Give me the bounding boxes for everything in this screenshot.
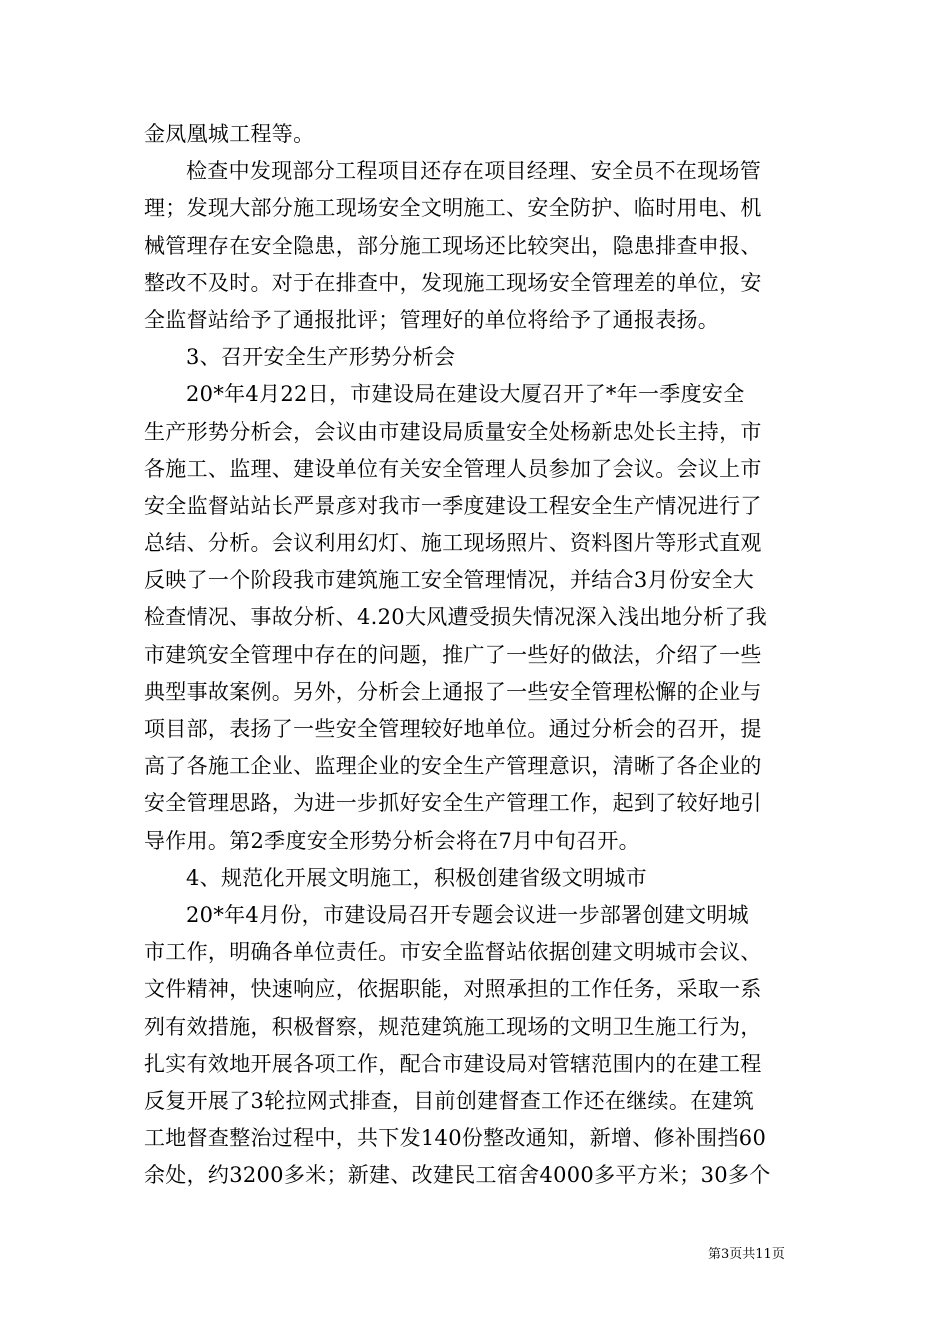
page-number: 第3页共11页 <box>708 1247 785 1262</box>
text-line: 反映了一个阶段我市建筑施工安全管理情况，并结合3月份安全大 <box>144 568 755 593</box>
text-line: 项目部，表扬了一些安全管理较好地单位。通过分析会的召开，提 <box>144 717 762 741</box>
text-line: 4、规范化开展文明施工，积极创建省级文明城市 <box>186 865 647 890</box>
text-line: 械管理存在安全隐患，部分施工现场还比较突出，隐患排查申报、 <box>144 233 762 258</box>
text-line: 安全监督站站长严景彦对我市一季度建设工程安全生产情况进行了 <box>144 493 762 518</box>
text-line: 安全管理思路，为进一步抓好安全生产管理工作，起到了较好地引 <box>144 791 762 816</box>
text-line: 20*年4月22日，市建设局在建设大厦召开了*年一季度安全 <box>186 382 745 407</box>
text-line: 检查中发现部分工程项目还存在项目经理、安全员不在现场管 <box>186 159 762 184</box>
text-line: 典型事故案例。另外，分析会上通报了一些安全管理松懈的企业与 <box>144 679 762 704</box>
text-line: 理；发现大部分施工现场安全文明施工、安全防护、临时用电、机 <box>144 196 762 221</box>
text-line: 3、召开安全生产形势分析会 <box>186 345 456 370</box>
text-line: 文件精神，快速响应，依据职能，对照承担的工作任务，采取一系 <box>144 977 762 1002</box>
text-line: 余处，约3200多米；新建、改建民工宿舍4000多平方米；30多个 <box>144 1163 771 1188</box>
text-line: 金凤凰城工程等。 <box>144 122 315 146</box>
text-line: 各施工、监理、建设单位有关安全管理人员参加了会议。会议上市 <box>144 456 762 481</box>
text-line: 高了各施工企业、监理企业的安全生产管理意识，清晰了各企业的 <box>144 754 762 779</box>
text-line: 市工作，明确各单位责任。市安全监督站依据创建文明城市会议、 <box>144 940 762 965</box>
text-line: 工地督查整治过程中，共下发140份整改通知，新增、修补围挡60 <box>144 1126 767 1151</box>
text-line: 列有效措施，积极督察，规范建筑施工现场的文明卫生施工行为， <box>144 1014 762 1039</box>
text-line: 检查情况、事故分析、4.20大风遭受损失情况深入浅出地分析了我 <box>144 605 768 630</box>
text-line: 整改不及时。对于在排查中，发现施工现场安全管理差的单位，安 <box>144 270 762 295</box>
text-line: 反复开展了3轮拉网式排查，目前创建督查工作还在继续。在建筑 <box>144 1088 755 1113</box>
document-body <box>144 116 814 1194</box>
text-line: 导作用。第2季度安全形势分析会将在7月中旬召开。 <box>144 828 640 853</box>
text-line: 全监督站给予了通报批评；管理好的单位将给予了通报表扬。 <box>144 307 720 332</box>
text-line: 20*年4月份，市建设局召开专题会议进一步部署创建文明城 <box>186 902 749 927</box>
text-line: 市建筑安全管理中存在的问题，推广了一些好的做法，介绍了一些 <box>144 642 762 667</box>
text-line: 总结、分析。会议利用幻灯、施工现场照片、资料图片等形式直观 <box>144 531 762 556</box>
text-line: 生产形势分析会，会议由市建设局质量安全处杨新忠处长主持，市 <box>144 419 762 444</box>
text-line: 扎实有效地开展各项工作，配合市建设局对管辖范围内的在建工程 <box>144 1051 762 1076</box>
